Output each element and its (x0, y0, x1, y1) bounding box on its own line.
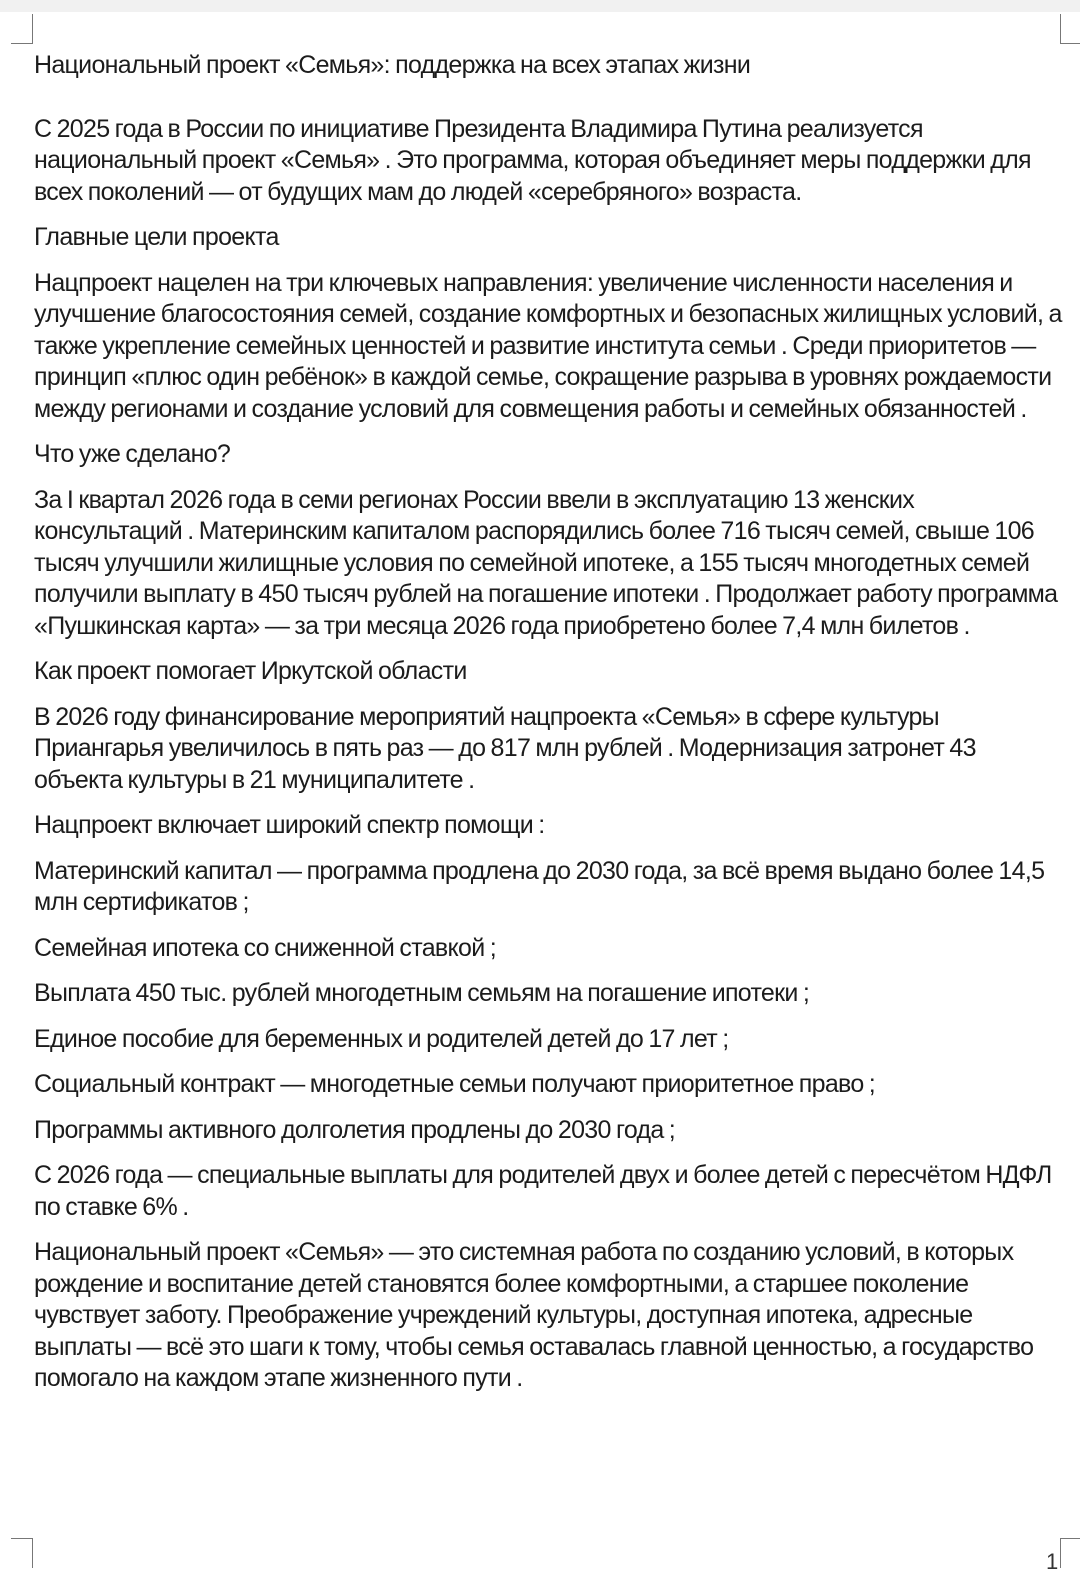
crop-mark-top-left (11, 14, 33, 44)
support-item-maternity-capital: Материнский капитал — программа продлена до 2030 года, за всё время выдано более 14,5 млн сертификатов ; (34, 856, 1045, 916)
crop-mark-top-right (1060, 14, 1080, 44)
paragraph-achievements: За I квартал 2026 года в семи регионах России ввели в эксплуатацию 13 женских консультаций . Материнским капиталом распорядились более 716 тысяч семей, свыше 106 тысяч улучшили жилищные условия по семейной ипотеке, а 155 тысяч многодетных семей получили выплату в 450 тысяч рублей на погашение ипотеки . Продолжает работу программа «Пушкинская карта» — за три месяца 2026 года приобретено более 7,4 млн билетов . (34, 485, 1058, 640)
heading-irkutsk: Как проект помогает Иркутской области (34, 657, 467, 685)
paragraph-conclusion: Национальный проект «Семья» — это системная работа по созданию условий, в которых рождение и воспитание детей становятся более комфортными, а старшее поколение чувствует заботу. Преображение учреждений культуры, доступная ипотека, адресные выплаты — всё это шаги к тому, чтобы семья оставалась главной ценностью, а государство помогало на каждом этапе жизненного пути . (34, 1238, 1034, 1392)
top-toolbar-strip (0, 0, 1080, 12)
support-item-family-mortgage: Семейная ипотека со сниженной ставкой ; (34, 933, 496, 962)
support-item-special-payments: С 2026 года — специальные выплаты для родителей двух и более детей с пересчётом НДФЛ по ставке 6% . (34, 1161, 1052, 1221)
document-title: Национальный проект «Семья»: поддержка на всех этапах жизни (34, 51, 751, 79)
support-item-mortgage-payment: Выплата 450 тыс. рублей многодетным семьям на погашение ипотеки ; (34, 979, 810, 1007)
support-item-social-contract: Социальный контракт — многодетные семьи получают приоритетное право ; (34, 1070, 876, 1098)
heading-achievements: Что уже сделано? (34, 440, 231, 468)
crop-mark-bottom-right (1060, 1538, 1080, 1568)
support-item-unified-allowance: Единое пособие для беременных и родителей детей до 17 лет ; (34, 1024, 729, 1053)
heading-goals: Главные цели проекта (34, 223, 279, 251)
document-body (34, 50, 1064, 1409)
crop-mark-bottom-left (11, 1538, 33, 1568)
paragraph-intro: С 2025 года в России по инициативе Президента Владимира Путина реализуется национальный проект «Семья» . Это программа, которая объединяет меры поддержки для всех поколений — от будущих мам до людей «серебряного» возраста. (34, 114, 1031, 206)
paragraph-irkutsk: В 2026 году финансирование мероприятий нацпроекта «Семья» в сфере культуры Приангарья увеличилось в пять раз — до 817 млн рублей . Модернизация затронет 43 объекта культуры в 21 муниципалитете . (34, 702, 976, 794)
paragraph-support-intro: Нацпроект включает широкий спектр помощи : (34, 811, 545, 839)
paragraph-goals: Нацпроект нацелен на три ключевых направления: увеличение численности населения и улучшение благосостояния семей, создание комфортных и безопасных жилищных условий, а также укрепление семейных ценностей и развитие института семьи . Среди приоритетов — принцип «плюс один ребёнок» в каждой семье, сокращение разрыва в уровнях рождаемости между регионами и создание условий для совмещения работы и семейных обязанностей . (34, 268, 1062, 423)
support-item-active-longevity: Программы активного долголетия продлены до 2030 года ; (34, 1115, 676, 1144)
page-number: 1 (1046, 1549, 1059, 1574)
